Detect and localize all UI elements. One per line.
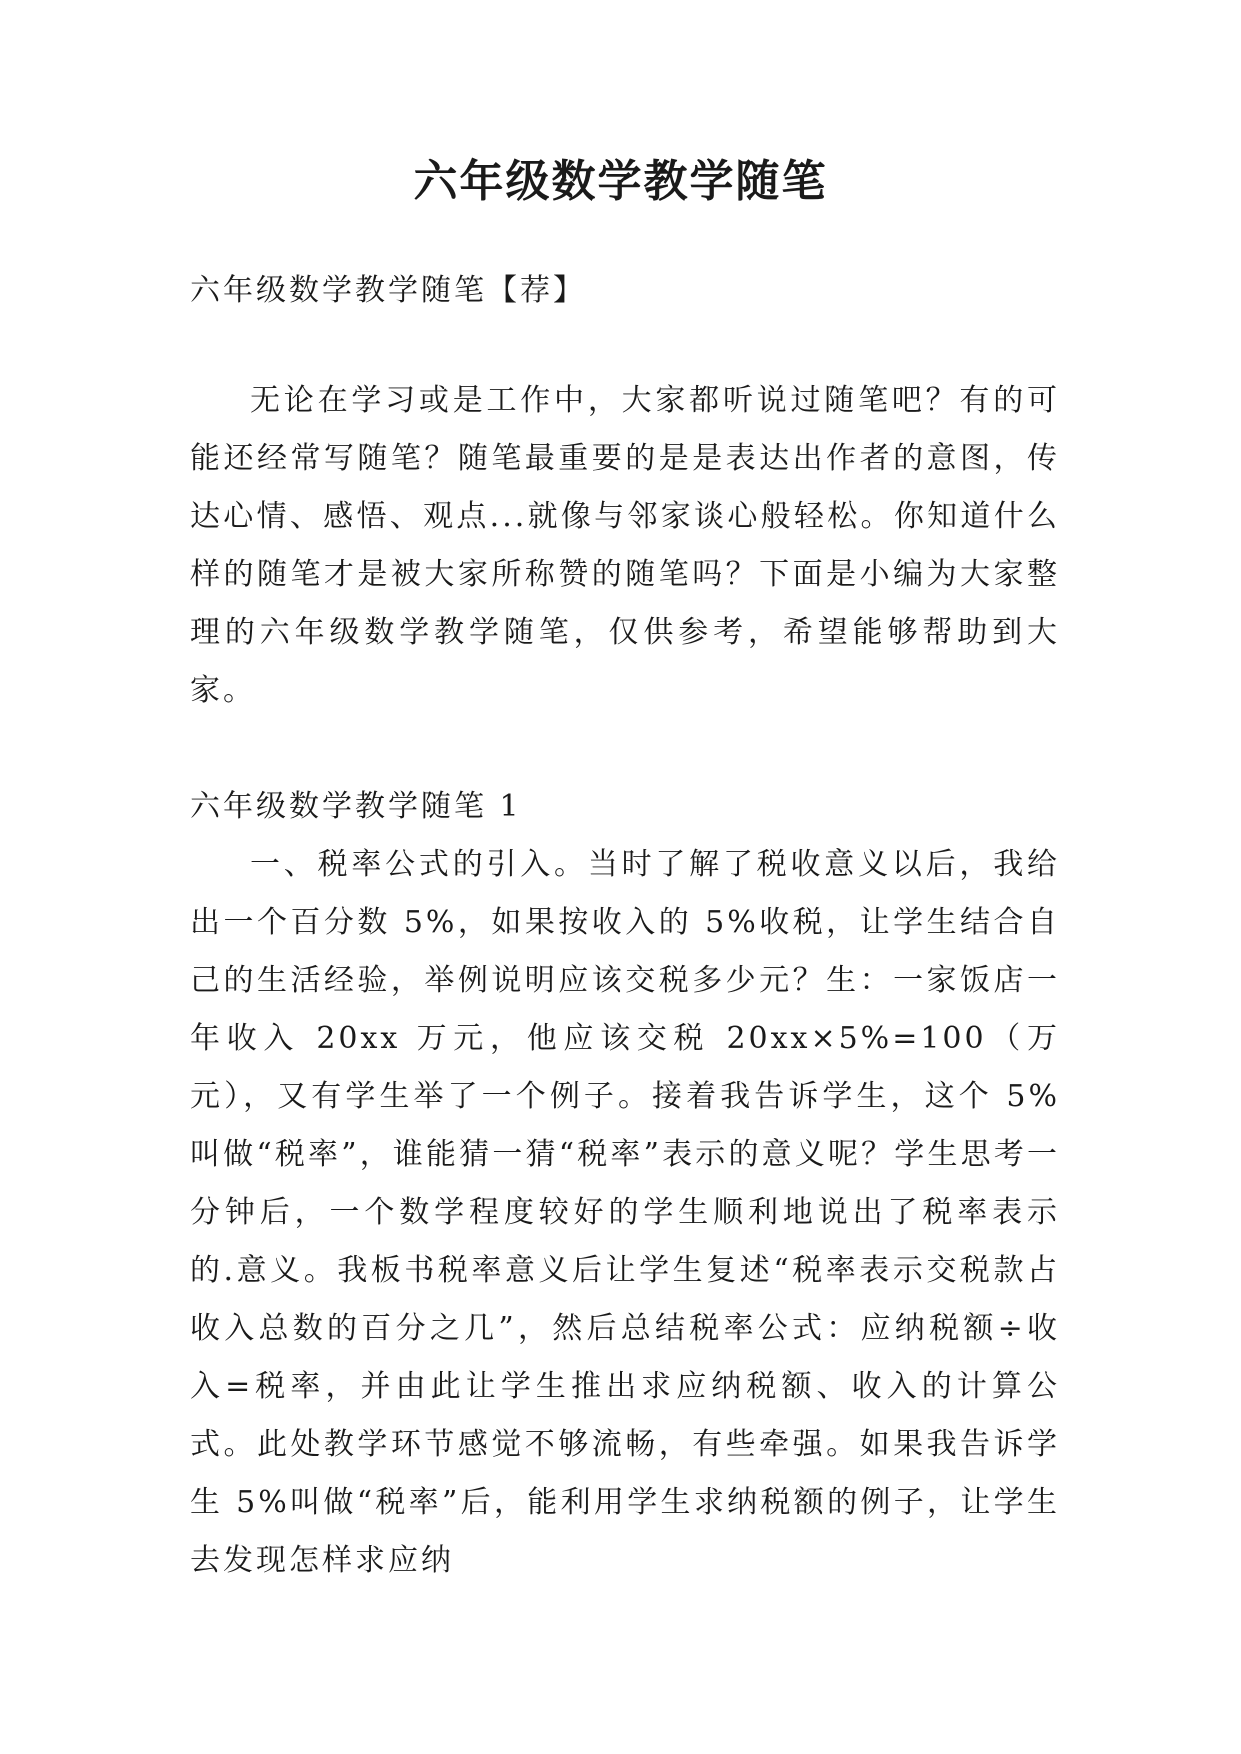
document-title: 六年级数学教学随笔 bbox=[413, 156, 828, 207]
intro-paragraph: 无论在学习或是工作中，大家都听说过随笔吧？有的可能还经常写随笔？随笔最重要的是是表达出作者的意图，传达心情、感悟、观点...就像与邻家谈心般轻松。你知道什么样的随笔才是被大家所称赞的随笔吗？下面是小编为大家整理的六年级数学教学随笔，仅供参考，希望能够帮助到大家。 bbox=[190, 383, 1060, 708]
document-subtitle: 六年级数学教学随笔【荐】 bbox=[190, 273, 586, 308]
section-paragraph: 一、税率公式的引入。当时了解了税收意义以后，我给出一个百分数 5%，如果按收入的 5%收税，让学生结合自己的生活经验，举例说明应该交税多少元？生：一家饭店一年收入 20xx 万元，他应该交税 20xx×5%=100（万元），又有学生举了一个例子。接着我告诉学生，这个 5%叫做“税率”，谁能猜一猜“税率”表示的意义呢？学生思考一分钟后，一个数学程度较好的学生顺利地说出了税率表示的.意义。我板书税率意义后让学生复述“税率表示交税款占收入总数的百分之几”，然后总结税率公式：应纳税额÷收入=税率，并由此让学生推出求应纳税额、收入的计算公式。此处教学环节感觉不够流畅，有些牵强。如果我告诉学生 5%叫做“税率”后，能利用学生求纳税额的例子，让学生去发现怎样求应纳 bbox=[190, 847, 1060, 1578]
document-body bbox=[190, 262, 1060, 1590]
section-heading: 六年级数学教学随笔 1 bbox=[190, 789, 522, 824]
